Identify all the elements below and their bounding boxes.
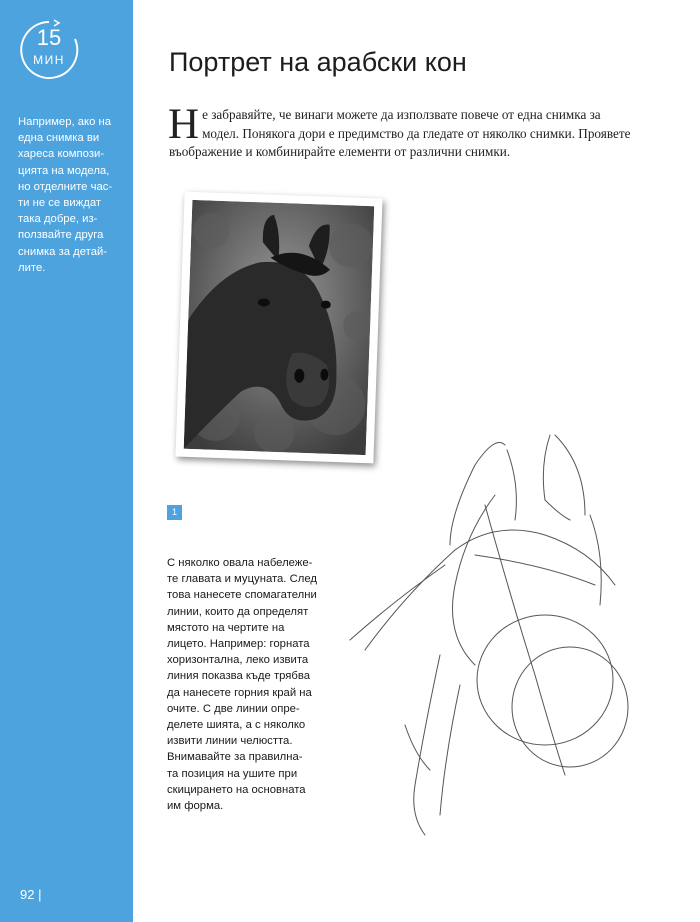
timer-number: 15 [36, 25, 62, 50]
horse-sketch-drawing [345, 425, 645, 840]
timer-unit: МИН [33, 53, 65, 67]
drop-cap: Н [168, 101, 200, 148]
page-number: 92 | [20, 887, 42, 902]
horse-head-photo-icon [184, 200, 375, 455]
horse-photo-frame [175, 192, 382, 464]
sidebar-tip: Например, ако на една снимка ви хареса компози- цията на модела, но отделните час- ти не се виждат така добре, из- ползвайте друга снимка за детай- лите. [18, 116, 113, 274]
intro-text: е забравяйте, че винаги можете да използвате повече от една снимка за модел. Понякога дори е предимство да гледате от няколко снимки. Проявете въображение и комбинирайте елементи от различни снимки. [169, 107, 631, 160]
timer-badge [18, 19, 78, 79]
page-title: Портрет на арабски кон [169, 47, 467, 77]
intro-paragraph [168, 101, 637, 162]
step-instructions: С няколко овала набележе- те главата и муцуната. След това нанесете спомагателни линии, които да определят мястото на чертите на лицето. Например: горната хоризонтална, леко извита линия показва къде трябва да нанесете горния край на очите. С две линии опре- делете шията, а с няколко извити линии челюстта. Внимавайте за правилна- та позиция на ушите при скицирането на основната им форма. [167, 557, 317, 813]
sidebar [0, 0, 133, 922]
step-number-badge: 1 [167, 505, 182, 520]
